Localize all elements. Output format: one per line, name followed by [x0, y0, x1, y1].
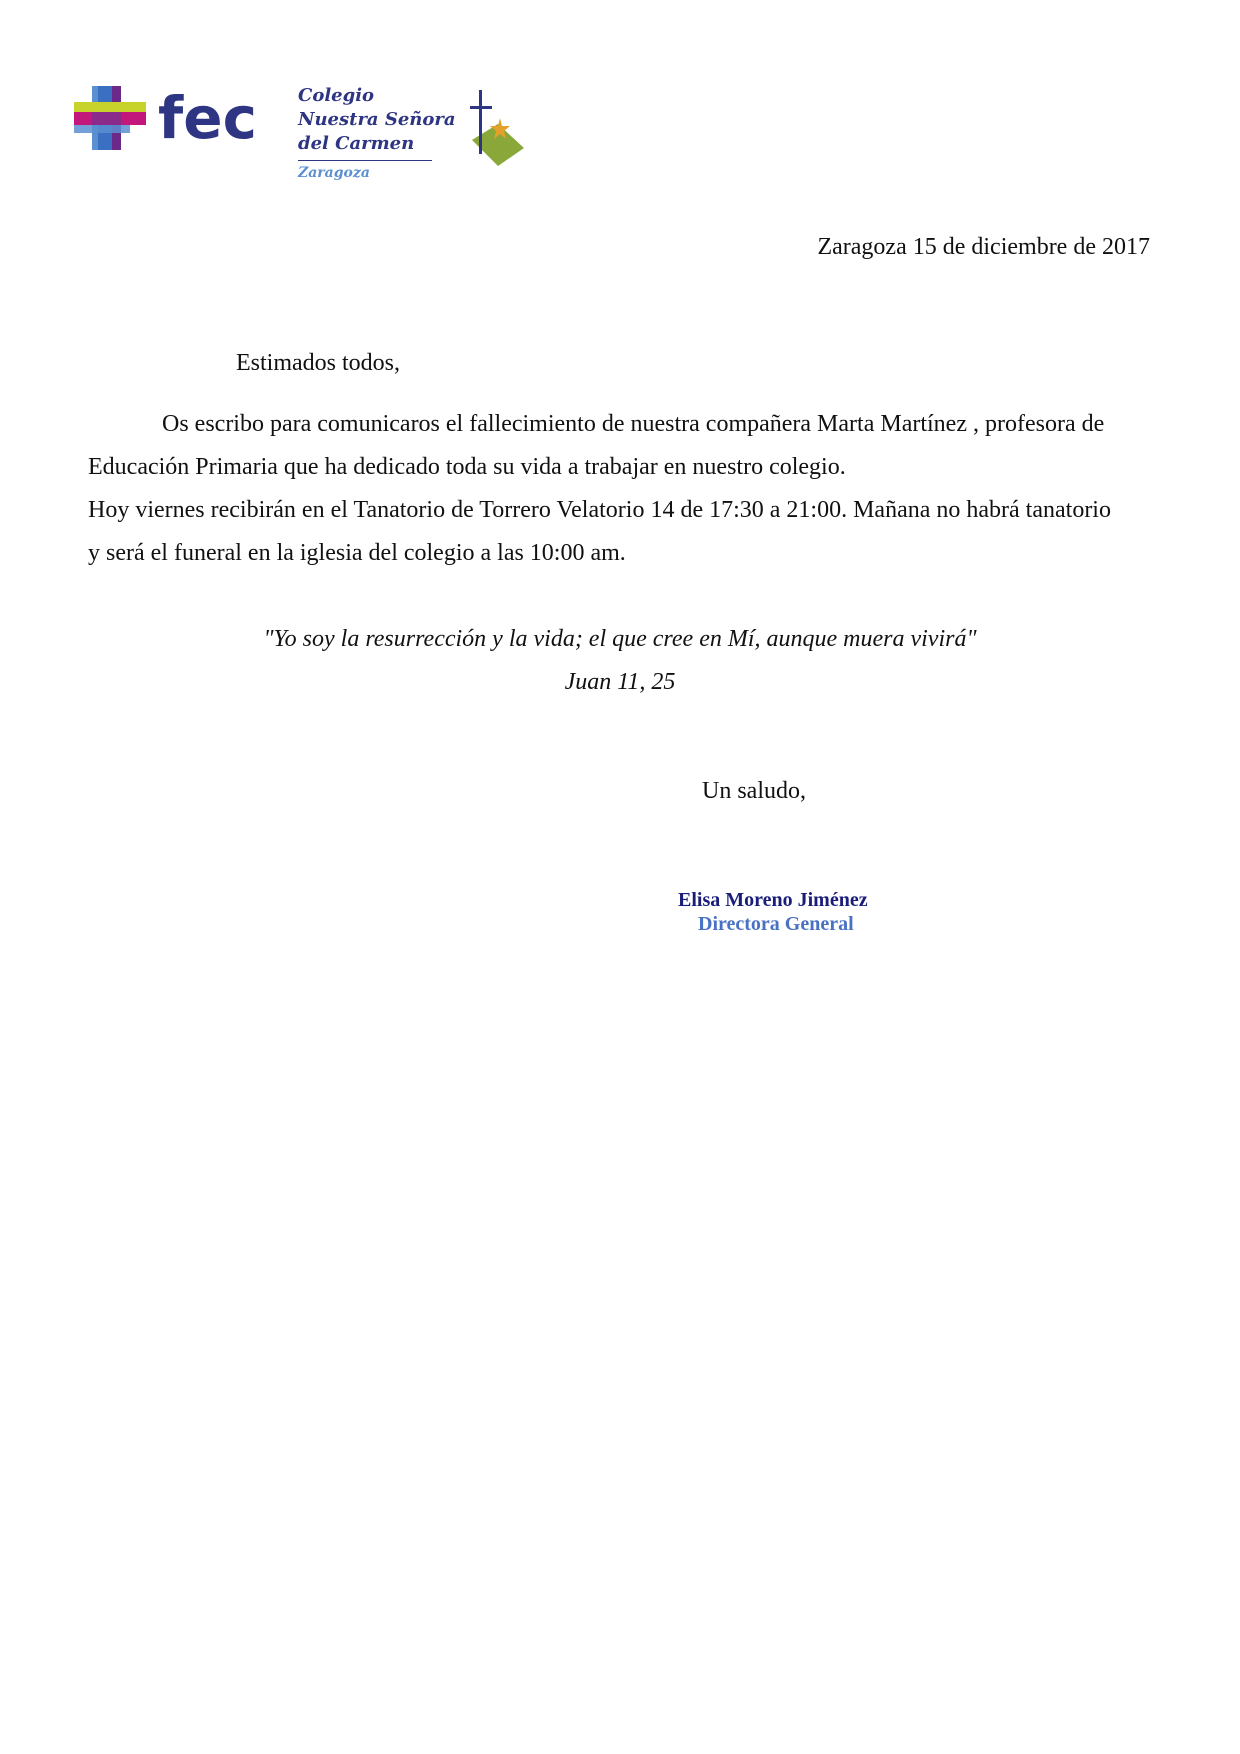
fec-cross-icon [74, 86, 264, 152]
fec-wordmark: fec [158, 86, 257, 152]
body-line-1: Os escribo para comunicaros el fallecimiento de nuestra compañera Marta Martínez , profesora de [162, 411, 1105, 437]
body-line-2: Educación Primaria que ha dedicado toda su vida a trabajar en nuestro colegio. [88, 454, 846, 480]
letter-body [88, 403, 1150, 575]
fec-logo [74, 86, 264, 152]
crest-logo [466, 88, 528, 174]
school-name-line-2: Nuestra Señora [298, 109, 456, 130]
school-name-line-3: del Carmen [298, 133, 415, 154]
quote-reference: Juan 11, 25 [564, 669, 676, 695]
school-city: Zaragoza [298, 165, 370, 181]
signature-block [678, 888, 868, 936]
signatory-name: Elisa Moreno Jiménez [678, 889, 868, 911]
quote-text: "Yo soy la resurrección y la vida; el que cree en Mí, aunque muera vivirá" [263, 626, 977, 652]
school-name-block [298, 84, 456, 182]
signatory-title: Directora General [698, 913, 854, 935]
letter-closing: Un saludo, [702, 778, 806, 804]
school-divider [298, 160, 432, 161]
body-line-4: y será el funeral en la iglesia del colegio a las 10:00 am. [88, 540, 626, 566]
body-line-3: Hoy viernes recibirán en el Tanatorio de Torrero Velatorio 14 de 17:30 a 21:00. Mañana no habrá tanatorio [88, 497, 1111, 523]
cross-star-icon [466, 88, 528, 174]
letter-date: Zaragoza 15 de diciembre de 2017 [817, 234, 1150, 260]
school-name-line-1: Colegio [298, 85, 375, 106]
letter-greeting: Estimados todos, [236, 350, 401, 376]
bible-quote [0, 618, 1240, 704]
